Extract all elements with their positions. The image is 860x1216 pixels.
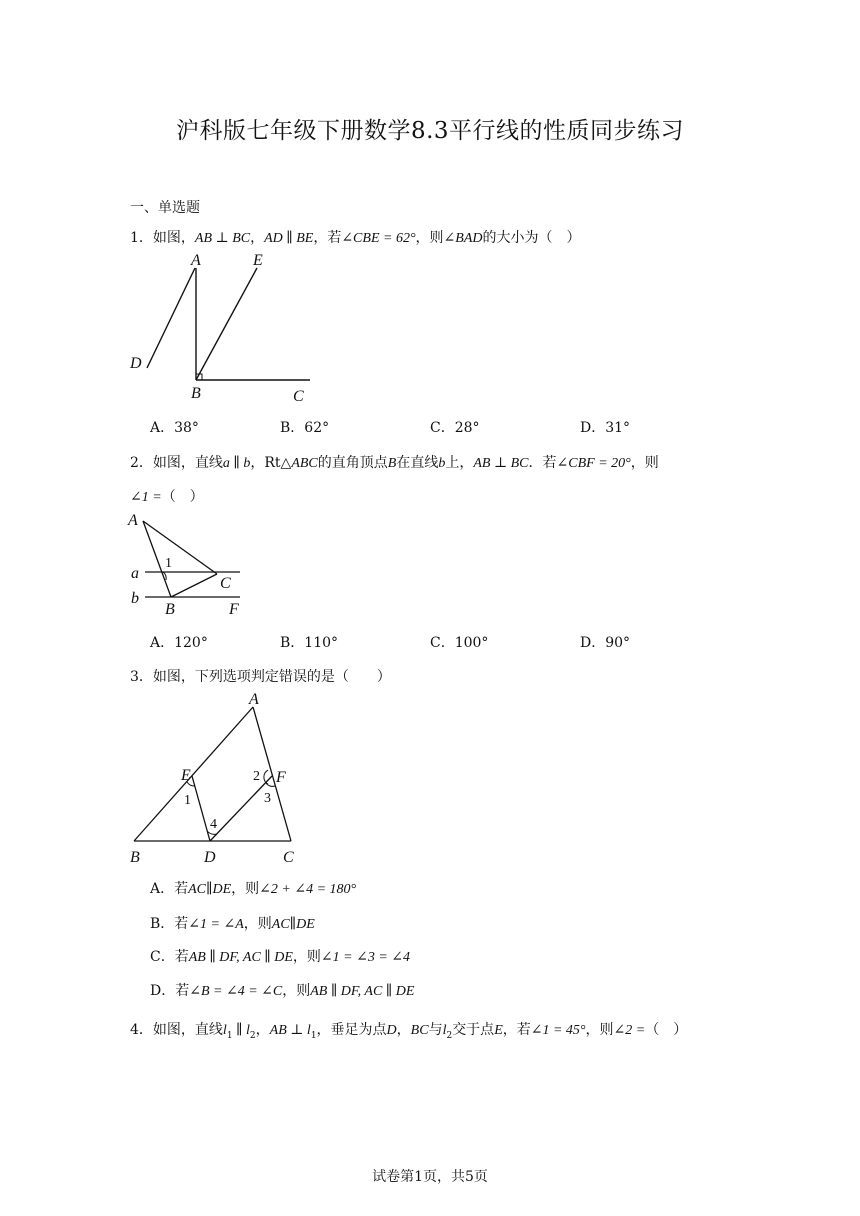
q3-opt-c-mid: ，则 [292,949,321,965]
q2-label-a-point: A [128,512,138,529]
q3-opt-b-pre: B．若 [150,916,189,932]
q3-label-1: 1 [184,793,191,808]
page-title: 沪科版七年级下册数学8.3平行线的性质同步练习 [175,118,685,144]
q3-text: 如图，下列选项判定错误的是（ ） [152,669,391,685]
q2-label-line-a: a [131,565,139,582]
q2-label-1: 1 [165,556,172,571]
q1-number: 1． [130,230,153,246]
q3-label-3: 3 [264,791,271,806]
q3-opt-c-pre: C．若 [150,949,189,965]
q3-option-b[interactable] [150,913,315,933]
q1-text-1: 如图， [152,230,195,246]
page-footer: 试卷第1页，共5页 [372,1169,488,1185]
q4-text-7: ，若 [502,1022,531,1038]
q2-text-3: 的直角顶点 [317,455,388,471]
q3-opt-d-pre: D．若 [150,983,190,999]
q3-opt-d-mid: ，则 [282,983,311,999]
q1-text-3: ，若 [313,230,342,246]
q4-text-5: 与 [428,1022,443,1038]
q3-label-b: B [130,849,140,866]
q3-label-2: 2 [253,769,260,784]
q3-label-a: A [249,691,259,708]
question-2-text-line2 [130,486,204,506]
q4-math-5: ∠1 = 45° [530,1023,586,1038]
q4-math-l3: l [442,1023,447,1038]
q2-number: 2． [130,455,153,471]
q2-option-d[interactable]: D．90° [580,635,631,651]
q4-sub-1: 1 [226,1030,233,1041]
q4-sub-4: 2 [446,1030,453,1041]
q4-text-3: ，垂足为点 [316,1022,387,1038]
q4-number: 4． [130,1022,153,1038]
q1-math-3: ∠CBE = 62° [341,231,416,246]
q3-opt-d-math-1: ∠B = ∠4 = ∠C [189,984,283,999]
q2-option-b[interactable]: B．110° [280,635,339,651]
q2-math-1: a ∥ b [222,456,251,471]
q2-text-7: ，则 [630,455,659,471]
q3-option-d[interactable] [150,980,414,1000]
q4-text-6: 交于点 [452,1022,495,1038]
q2-label-f: F [229,601,239,618]
q1-line-be [196,268,257,380]
question-2-text [130,452,659,472]
q1-math-1: AB ⊥ BC [194,231,251,246]
q2-option-a[interactable]: A．120° [150,635,208,651]
q2-math-3: B [387,456,397,471]
question-3-text [130,666,391,686]
q4-text-8: ，则 [585,1022,614,1038]
q4-text-2: ， [255,1022,270,1038]
q4-text-9: （ ） [645,1022,688,1038]
q4-sub-2: 2 [249,1030,256,1041]
q1-text-2: ， [250,230,265,246]
q3-opt-a-pre: A．若 [150,881,189,897]
q3-opt-b-math-1: ∠1 = ∠A [188,917,244,932]
q3-opt-a-math-2: ∠2 + ∠4 = 180° [259,882,357,897]
q3-label-e: E [181,767,191,784]
q3-opt-c-math-2: ∠1 = ∠3 = ∠4 [320,950,411,965]
q3-figure [125,690,315,870]
q1-line-da [147,268,195,368]
q1-math-2: AD ∥ BE [264,231,314,246]
q4-math-2: D [386,1023,397,1038]
q2-option-c[interactable]: C．100° [430,635,489,651]
q2-text-2: ，Rt△ [250,455,292,471]
section-heading: 一、单选题 [130,200,200,216]
q1-option-a[interactable]: A．38° [150,420,199,436]
q1-option-c[interactable]: C．28° [430,420,480,436]
q3-opt-d-math-2: AB ∥ DF, AC ∥ DE [310,984,415,999]
q2-line-ac [143,521,217,574]
q2-label-b-point: B [165,601,175,618]
q3-option-c[interactable] [150,946,410,966]
q4-text-4: ， [396,1022,411,1038]
q1-option-d[interactable]: D．31° [580,420,631,436]
question-4-text [130,1019,687,1041]
q3-label-c: C [283,849,294,866]
q2-line-bc [171,574,217,597]
q2-math-2: ABC [291,456,318,471]
q3-number: 3． [130,669,153,685]
q1-math-4: ∠BAD [443,231,483,246]
q4-math-3: BC [410,1023,429,1038]
q1-label-c: C [293,388,304,405]
q4-math-1: AB ⊥ l [269,1023,311,1038]
q4-text-1: 如图，直线 [152,1022,223,1038]
q3-option-a[interactable] [150,878,356,898]
q4-math-l1: l [222,1023,227,1038]
q1-label-a: A [191,252,201,269]
q3-line-ab [134,707,253,841]
q2-figure [125,508,255,620]
q2-math-4: b [438,456,446,471]
question-1-text [130,227,581,247]
q1-option-b[interactable]: B．62° [280,420,330,436]
q3-opt-b-math-2: AC∥DE [271,917,315,932]
q1-figure [125,248,325,408]
q2-math-angle1: ∠1 = [130,490,162,505]
q1-text-4: ，则 [415,230,444,246]
q3-label-d: D [204,849,216,866]
q4-sub-3: 1 [310,1030,317,1041]
q3-opt-c-math-1: AB ∥ DF, AC ∥ DE [188,950,293,965]
q3-label-4: 4 [210,817,217,832]
q1-label-d: D [130,355,142,372]
q3-opt-a-math-1: AC∥DE [188,882,232,897]
q1-text-5: 的大小为（ ） [482,230,581,246]
q2-label-line-b: b [131,590,139,607]
q2-text-paren: （ ） [161,489,204,505]
q2-label-c: C [220,575,231,592]
q2-text-1: 如图，直线 [152,455,223,471]
q4-math-l2: l [246,1023,250,1038]
q4-math-parallel: ∥ [232,1023,247,1038]
q3-opt-a-mid: ，则 [231,881,260,897]
q2-math-6: ∠CBF = 20° [556,456,631,471]
q2-text-4: 在直线 [396,455,439,471]
q3-line-df [210,776,272,841]
q3-opt-b-mid: ，则 [243,916,272,932]
q4-math-4: E [494,1023,503,1038]
q4-math-6: ∠2 = [613,1023,646,1038]
q2-text-6: ．若 [528,455,557,471]
q3-label-f: F [276,769,286,786]
q1-label-e: E [253,252,263,269]
q2-text-5: 上， [445,455,474,471]
q3-angle-2-arc [264,770,268,784]
q1-label-b: B [191,385,201,402]
q2-math-5: AB ⊥ BC [473,456,529,471]
